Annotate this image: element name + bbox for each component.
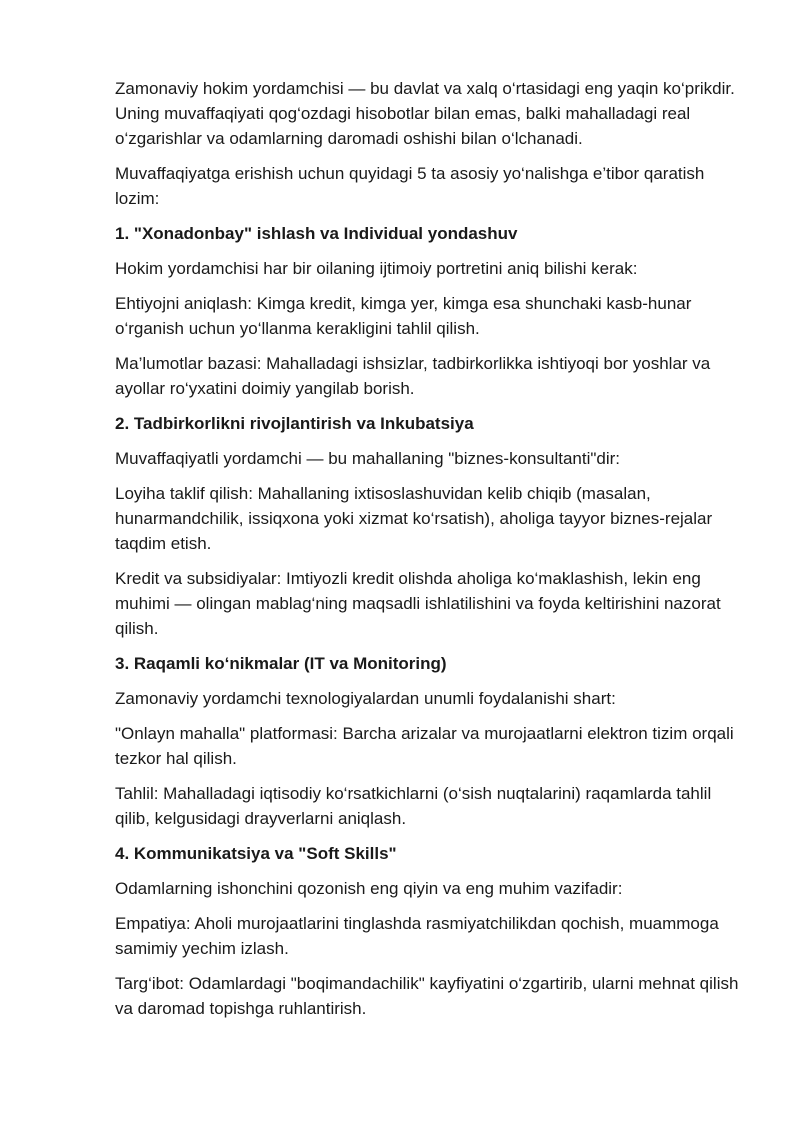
section-heading: 3. Raqamli ko‘nikmalar (IT va Monitoring)	[115, 654, 447, 673]
section-item: Kredit va subsidiyalar: Imtiyozli kredit olishda aholiga ko‘maklashish, lekin eng muhimi — olingan mablag‘ning maqsadli ishlatilishini va foyda keltirishini nazorat qilish.	[115, 569, 721, 638]
intro-paragraph: Zamonaviy hokim yordamchisi — bu davlat va xalq o‘rtasidagi eng yaqin ko‘prikdir. Uning muvaffaqiyati qog‘ozdagi hisobotlar bilan emas, balki mahalladagi real o‘zgarishlar va odamlarning daromadi oshishi bilan o‘lchanadi.	[115, 79, 735, 148]
section-lead: Muvaffaqiyatli yordamchi — bu mahallaning "biznes-konsultanti"dir:	[115, 449, 621, 468]
section-heading: 2. Tadbirkorlikni rivojlantirish va Inkubatsiya	[115, 414, 474, 433]
section-item: Ehtiyojni aniqlash: Kimga kredit, kimga yer, kimga esa shunchaki kasb-hunar o‘rganish uchun yo‘llanma kerakligini tahlil qilish.	[115, 294, 692, 338]
section-lead: Odamlarning ishonchini qozonish eng qiyin va eng muhim vazifadir:	[115, 879, 623, 898]
section-heading: 1. "Xonadonbay" ishlash va Individual yondashuv	[115, 224, 518, 243]
intro-paragraph: Muvaffaqiyatga erishish uchun quyidagi 5 ta asosiy yo‘nalishga e’tibor qaratish lozim:	[115, 164, 705, 208]
section-item: Tahlil: Mahalladagi iqtisodiy ko‘rsatkichlarni (o‘sish nuqtalarini) raqamlarda tahlil qilib, kelgusidagi drayverlarni aniqlash.	[115, 784, 712, 828]
section-heading: 4. Kommunikatsiya va "Soft Skills"	[115, 844, 397, 863]
section-lead: Zamonaviy yordamchi texnologiyalardan unumli foydalanishi shart:	[115, 689, 616, 708]
section-item: Ma’lumotlar bazasi: Mahalladagi ishsizlar, tadbirkorlikka ishtiyoqi bor yoshlar va ayollar ro‘yxatini doimiy yangilab borish.	[115, 354, 711, 398]
section-item: Empatiya: Aholi murojaatlarini tinglashda rasmiyatchilikdan qochish, muammoga samimiy yechim izlash.	[115, 914, 719, 958]
section-item: Loyiha taklif qilish: Mahallaning ixtisoslashuvidan kelib chiqib (masalan, hunarmandchilik, issiqxona yoki xizmat ko‘rsatish), aholiga tayyor biznes-rejalar taqdim etish.	[115, 484, 713, 553]
document-page	[115, 76, 740, 1031]
section-lead: Hokim yordamchisi har bir oilaning ijtimoiy portretini aniq bilishi kerak:	[115, 259, 638, 278]
section-item: "Onlayn mahalla" platformasi: Barcha arizalar va murojaatlarni elektron tizim orqali tezkor hal qilish.	[115, 724, 734, 768]
section-item: Targ‘ibot: Odamlardagi "boqimandachilik" kayfiyatini o‘zgartirib, ularni mehnat qilish va daromad topishga ruhlantirish.	[115, 974, 739, 1018]
